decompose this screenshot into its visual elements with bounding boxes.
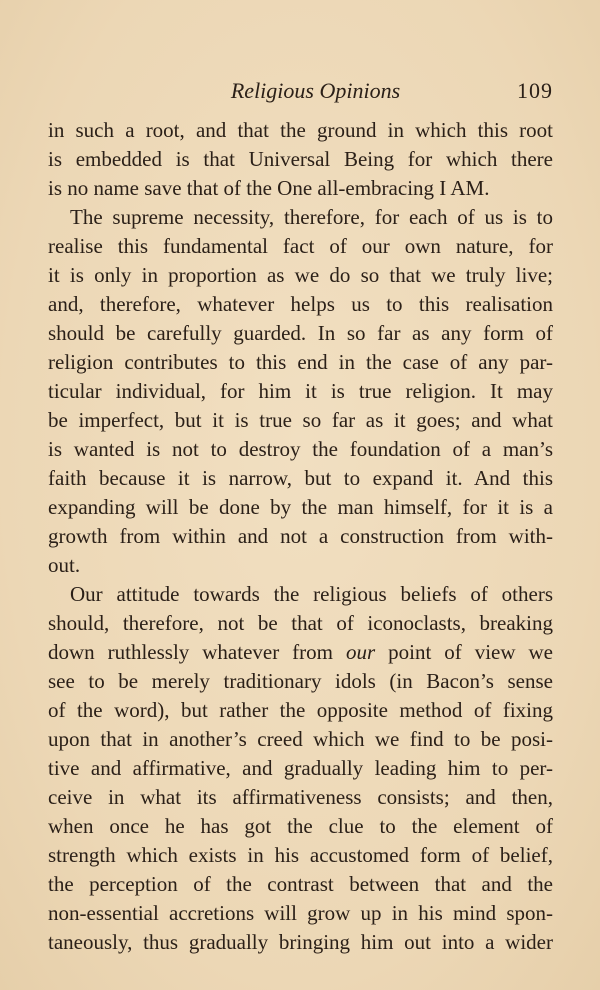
text-line <box>48 928 553 957</box>
text-line <box>48 290 553 319</box>
line-text: taneously, thus gradually bringing him out into a wider <box>48 930 553 954</box>
text-line <box>48 754 553 783</box>
line-text: is wanted is not to destroy the foundation of a man’s <box>48 437 553 461</box>
line-text: should be carefully guarded. In so far as any form of <box>48 321 553 345</box>
text-segment: point of view we <box>375 640 553 664</box>
line-text: strength which exists in his accustomed form of belief, <box>48 843 553 867</box>
line-text: of the word), but rather the opposite method of fixing <box>48 698 553 722</box>
text-line <box>48 522 553 551</box>
text-line <box>48 174 553 203</box>
text-line <box>48 493 553 522</box>
text-line <box>48 551 553 580</box>
line-text: it is only in proportion as we do so that we truly live; <box>48 263 553 287</box>
line-text: ticular individual, for him it is true religion. It may <box>48 379 553 403</box>
line-text: tive and affirmative, and gradually leading him to per- <box>48 756 553 780</box>
page-number: 109 <box>517 78 553 103</box>
text-line <box>48 203 553 232</box>
text-line <box>48 783 553 812</box>
text-segment: down ruthlessly whatever from <box>48 640 346 664</box>
text-line <box>48 232 553 261</box>
line-text <box>48 638 553 667</box>
text-line <box>48 580 553 609</box>
text-line <box>48 348 553 377</box>
chapter-title: Religious Opinions <box>230 78 401 103</box>
text-line <box>48 261 553 290</box>
line-text: upon that in another’s creed which we find to be posi- <box>48 727 553 751</box>
body-text <box>48 116 553 957</box>
text-line <box>48 406 553 435</box>
text-line <box>48 609 553 638</box>
line-text: growth from within and not a construction from with- <box>48 524 553 548</box>
text-line <box>48 812 553 841</box>
text-line <box>48 435 553 464</box>
line-text: is embedded is that Universal Being for which there <box>48 147 553 171</box>
text-line <box>48 464 553 493</box>
text-line <box>48 145 553 174</box>
line-text: ceive in what its affirmativeness consists; and then, <box>48 785 553 809</box>
text-line <box>48 667 553 696</box>
line-text: be imperfect, but it is true so far as it goes; and what <box>48 408 553 432</box>
text-line <box>48 319 553 348</box>
line-text: is no name save that of the One all-embracing I AM. <box>48 176 490 200</box>
line-text: the perception of the contrast between that and the <box>48 872 553 896</box>
text-line <box>48 116 553 145</box>
line-text: when once he has got the clue to the element of <box>48 814 553 838</box>
running-head <box>48 78 553 108</box>
line-text: Our attitude towards the religious beliefs of others <box>70 582 553 606</box>
line-text: The supreme necessity, therefore, for each of us is to <box>70 205 553 229</box>
line-text: realise this fundamental fact of our own nature, for <box>48 234 553 258</box>
line-text: out. <box>48 553 81 577</box>
line-text: should, therefore, not be that of iconoclasts, breaking <box>48 611 553 635</box>
line-text: expanding will be done by the man himself, for it is a <box>48 495 553 519</box>
text-line <box>48 841 553 870</box>
text-line <box>48 696 553 725</box>
text-line <box>48 725 553 754</box>
text-line <box>48 638 553 667</box>
line-text: in such a root, and that the ground in which this root <box>48 118 553 142</box>
line-text: faith because it is narrow, but to expand it. And this <box>48 466 553 490</box>
text-line <box>48 377 553 406</box>
line-text: non-essential accretions will grow up in his mind spon- <box>48 901 553 925</box>
line-text: see to be merely traditionary idols (in Bacon’s sense <box>48 669 553 693</box>
line-text: and, therefore, whatever helps us to this realisation <box>48 292 553 316</box>
line-text: religion contributes to this end in the case of any par- <box>48 350 553 374</box>
emphasis-text: our <box>345 640 376 664</box>
text-line <box>48 870 553 899</box>
text-line <box>48 899 553 928</box>
